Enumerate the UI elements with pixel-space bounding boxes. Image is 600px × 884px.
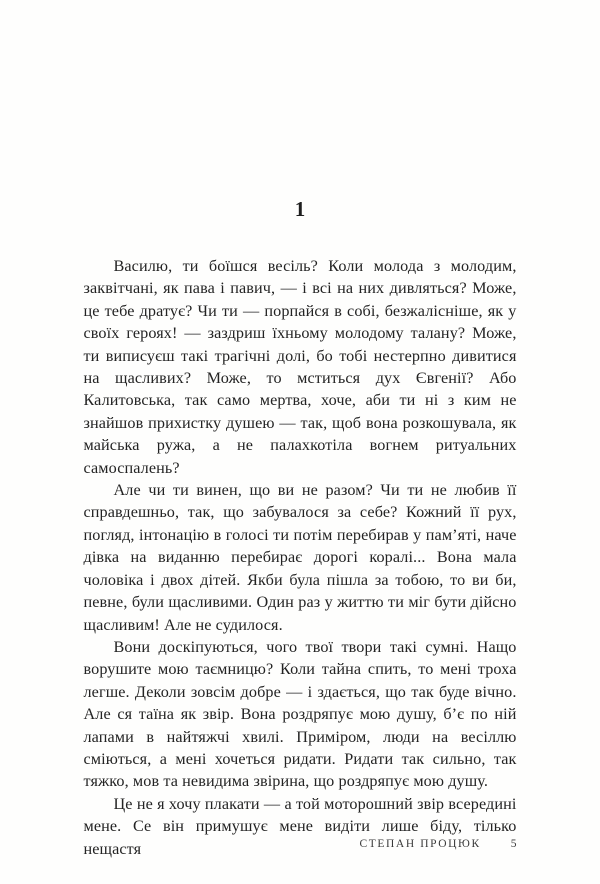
page-footer	[84, 838, 517, 850]
running-footer-author: СТЕПАН ПРОЦЮК	[359, 838, 481, 850]
paragraph: Вони доскіпуються, чого твої твори такі сумні. Нащо ворушите мою таємницю? Коли тайна спить, то мені троха легше. Деколи зовсім добре — і здається, що так буде вічно. Але ся таїна як звір. Вона роздряпує мою душу, б’є по ній лапами в найтяжчі хвилі. Приміром, люди на весіллю сміються, а мені хочеться ридати. Ридати так сильно, так тяжко, мов та невидима звірина, що роздряпує мою душу.	[83, 637, 517, 791]
paragraph: Василю, ти боїшся весіль? Коли молода з молодим, заквітчані, як пава і павич, — і всі на них дивляться? Може, це тебе дратує? Чи ти — порпайся в собі, безжалісніше, як у своїх героях! — заздриш їхньому молодому талану? Може, ти виписуєш такі трагічні долі, бо тобі нестерпно дивитися на щасливих? Може, то мститься дух Євгенії? Або Калитовська, так само мертва, хоче, аби ти ні з ким не знайшов прихистку душею — так, щоб вона розкошувала, як майська ружа, а не палахкотіла вогнем ритуальних самоспалень?	[83, 257, 517, 477]
page-number: 5	[510, 838, 517, 850]
chapter-number: 1	[294, 197, 306, 221]
paragraph: Але чи ти винен, що ви не разом? Чи ти не любив її справдешньо, так, що забувалося за себе? Кожний її рух, погляд, інтонацію в голосі ти потім перебирав у пам’яті, наче дівка на виданню перебирає дорогі коралі... Вона мала чоловіка і двох дітей. Якби була пішла за тобою, то ви би, певне, були щасливими. Один раз у життю ти міг бути дійсно щасливим! Але не судилося.	[83, 481, 517, 634]
paragraph: Це не я хочу плакати — а той моторошний звір всередині мене. Се він примушує мене видіти лише біду, тілько нещастя	[83, 794, 517, 858]
book-page	[84, 0, 517, 860]
body-text	[84, 255, 517, 860]
